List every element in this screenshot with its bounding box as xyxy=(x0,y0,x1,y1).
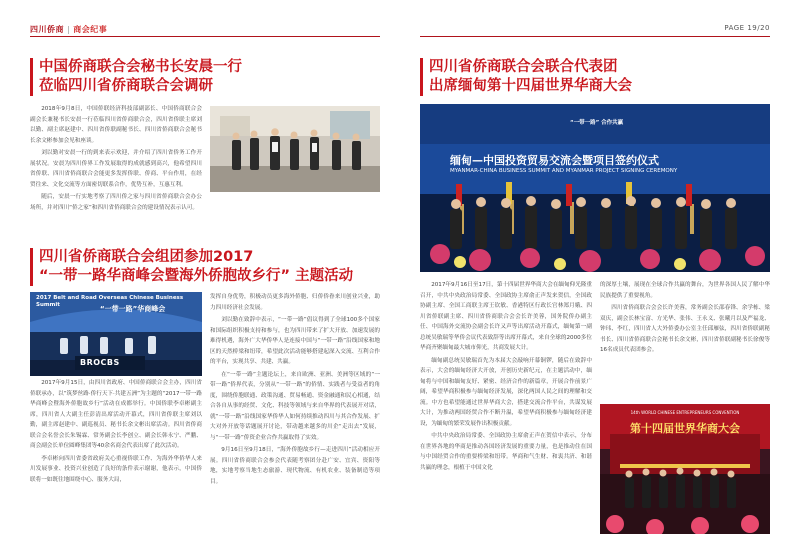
convention-banner-en: 14th WORLD CHINESE ENTREPRENEURS CONVENTION xyxy=(630,410,740,415)
article3-paragraph: 四川省侨商联合会会长许美蓉，常务副会长邵春锋、余学栋、梁双庆，副会长林宝富、方光华、张伟、王永义、张曦月以及严福龙、钟玮、李红，四川省人大外侨委办公室主任邱雁弦，四川省侨联副秘书长、四川省侨商联合会秘书长余文彬，四川省侨联副秘书长徐俊等16名成员代表团参会。 xyxy=(600,305,770,353)
summit-banner-en: 2017 Belt and Road Overseas Chinese Business Summit xyxy=(36,295,184,308)
article3-title xyxy=(420,58,632,96)
article2-title-line1: 四川省侨商联合会组团参加2017 xyxy=(39,249,254,265)
article1-title xyxy=(30,58,242,96)
article3-paragraph: 中共中央政治局常委、全国政协主席俞正声在贺信中表示，分布在世界各地的华商是推动各国经济发展的重要力量，也是推动住在国与中国经贸合作的重要桥梁和纽带。华商和气生财、和衷共济、和谐共赢的理念，根植于中国文化 xyxy=(420,433,592,471)
signing-ceremony-photo xyxy=(420,104,770,272)
article2-body-col2 xyxy=(210,292,380,533)
article2-paragraph: 在“一带一路”主题论坛上，来自欧洲、亚洲、美洲等区域的“一带一路”侨界代表，分别从“一带一路”的侨情、实践者与受益者的角度，围绕侨胞联通、政策沟通、贸易畅通、资金融通和民心相通，结合各自从事的经贸、文化、科技等领域与来自华界的代表展开对话，就“一带一路”沿线国家华侨华人如何持续推动四川与其合作发展、扩大对外开放等话题展开讨论，带动越来越多的川企“走出去”发展，与“一带一路”侨资企业合作共赢取得了实效。 xyxy=(210,371,380,441)
ceremony-banner-en: MYANMAR-CHINA BUSINESS SUMMIT AND MYANMAR PROJECT SIGNING CEREMONY xyxy=(450,168,678,174)
article2-paragraph: 李卓彬向四川省委省政府关心重视侨联工作、为海外华侨华人来川发展事业、投资兴业创造了良好的条件表示谢谢，他表示，中国侨联将一如既往地围绕中心、服务大局， xyxy=(30,455,202,483)
summit-brand-board: BROCBS xyxy=(80,358,120,367)
header-rule-right xyxy=(420,36,770,37)
article1-title-line2: 莅临四川省侨商联合会调研 xyxy=(39,78,213,94)
header-separator: | xyxy=(67,25,71,34)
article3-body-col1 xyxy=(420,280,592,534)
article1-body xyxy=(30,104,202,244)
article3-body-col2 xyxy=(600,280,770,400)
article3-paragraph: 缅甸副总统吴敏瑞首先为本届大会敲响开幕铜锣，随后在致辞中表示，大会的缅甸经济大开放，开创历史新纪元，在主题活动中，缅甸将与中国和缅甸友好、紧密、经济合作的新篇章，开展合作前景广阔，希望华商积极参与缅甸经济发展，深化两国人民之间的理解和交流。中方也希望能通过世界华商大会，搭建交流合作平台，共谋发展大计，为推动两国经贸合作不断升温，希望华商积极参与缅甸经济建设，为缅甸的繁荣发展作出积极贡献。 xyxy=(420,357,592,427)
page-header-brand xyxy=(30,24,107,35)
article3-paragraph: 2017年9月16日至17日，第十四届世界华商大会在缅甸仰光隆重召开，中共中央政治局常委、全国政协主席俞正声发来贺信，全国政协副主席、全国工商联主席王钦敏、香港特区行政长官林郑月娥、四川省侨联副主席、四川省侨商联合会会长许美蓉，国务院侨办副主任、中国海外交流协会副会长许又声等出席活动开幕式，缅甸第一副总统吴敏瑞等华侨会议代表致辞等出席开幕式，来自全球的2000多位华商齐聚缅甸最大城市仰光，共商发展大计。 xyxy=(420,282,592,351)
section-name: 商会纪事 xyxy=(73,25,108,34)
article1-photo xyxy=(210,106,380,192)
article2-body-col1 xyxy=(30,378,202,533)
ceremony-banner-top: “一带一路” 合作共赢 xyxy=(570,120,624,126)
ceremony-banner-cn: 缅甸—中国投资贸易交流会暨项目签约仪式 xyxy=(450,154,659,167)
summit-banner-cn: “一带一路”华商峰会 xyxy=(100,305,166,313)
article2-photo xyxy=(30,292,202,376)
brand-name: 四川侨商 xyxy=(30,25,64,34)
article3-title-line1: 四川省侨商联合会联合代表团 xyxy=(429,59,618,75)
article2-title xyxy=(30,248,353,286)
article1-title-line1: 中国侨商联合会秘书长安晨一行 xyxy=(39,59,242,75)
article3-photo-ceremony xyxy=(420,104,770,272)
article2-title-line2: “一带一路华商峰会暨海外侨胞故乡行” 主题活动 xyxy=(39,268,354,284)
page-number: PAGE 19/20 xyxy=(724,24,770,32)
article3-title-line2: 出席缅甸第十四届世界华商大会 xyxy=(429,78,632,94)
group-walk-photo xyxy=(210,106,380,192)
article1-paragraph: 刘以勤对安晨一行的到来表示欢迎，并介绍了四川省侨务工作开展状况。安晨为四川侨界工作发展取得的成就感到高兴，他希望四川省侨联、四川省侨商联合会能更多发挥侨联、侨商、平台作用，在经贸往来、文化交流等方面密切联系合作，优势互补，互惠互利。 xyxy=(30,150,202,188)
article3-paragraph: 的深厚土壤，展现在全球合作共赢的舞台，为世界各国人民了解中华民族提供了重要视角。 xyxy=(600,282,770,299)
article1-paragraph: 随后，安晨一行实地考察了四川侨之家与四川省侨商联合会办公场所，并对四川“侨之家”和四川省侨商联合会的建设情况表示认可。 xyxy=(30,194,202,211)
header-rule-left xyxy=(30,36,380,37)
article1-paragraph: 2018年9月8日，中国侨联经济科技部副部长、中国侨商联合会副会长兼秘书长安晨一行莅临四川省侨商联合会，四川省侨联主席刘以勤、副主席赵建中、四川省侨联副秘书长、四川省侨商联合会秘书长余文彬参加会见和座谈。 xyxy=(30,106,202,144)
article2-paragraph: 9月16日至9月18日，“海外侨胞故乡行—走进四川”活动相应开展。四川省侨商联合会参会代表随考察团分赴广安、宜宾、资阳等地，实地考察当地生态旅游、现代物流、有机农业、装备制造等项目。 xyxy=(210,447,380,485)
article2-paragraph: 发挥自身优势，积极动员更多海外侨胞、归侨侨眷来川创业兴业，助力四川经济社会发展。 xyxy=(210,294,380,311)
article2-paragraph: 2017年9月15日，由四川省政府、中国侨商联合会主办，四川省侨联承办，以“筑梦丝路·侨行天下·共建五洲”为主题的“2017一带一路华商峰会暨海外侨胞故乡行”活动在成都举行。中国侨联李卓彬副主席，四川省人大副主任彭清出席活动开幕式，四川省侨联主席刘以勤，副主席赵建中、副巡视员、秘书长余文彬出席活动。四川省侨商联合会名誉会长朱锡霖、常务副会长李创立、副会长韩永宁、严鹏、商会副会长单位圆峰集团等40余名商会代表出席了此次活动。 xyxy=(30,380,202,449)
article3-photo-convention xyxy=(600,404,770,534)
article2-paragraph: 刘以勤在致辞中表示，“一带一路”倡议得到了全球100多个国家和国际组织积极支持和参与，也为四川带来了扩大开放、加速发展的难得机遇，海外广大华侨华人是连接中国与“一带一路”沿线国家和地区的天然桥梁和纽带，希望此次活动能够搭建起深入交流、互利合作的平台，实现共享、共建、共赢。 xyxy=(210,317,380,365)
convention-banner-cn: 第十四届世界华商大会 xyxy=(630,422,740,435)
